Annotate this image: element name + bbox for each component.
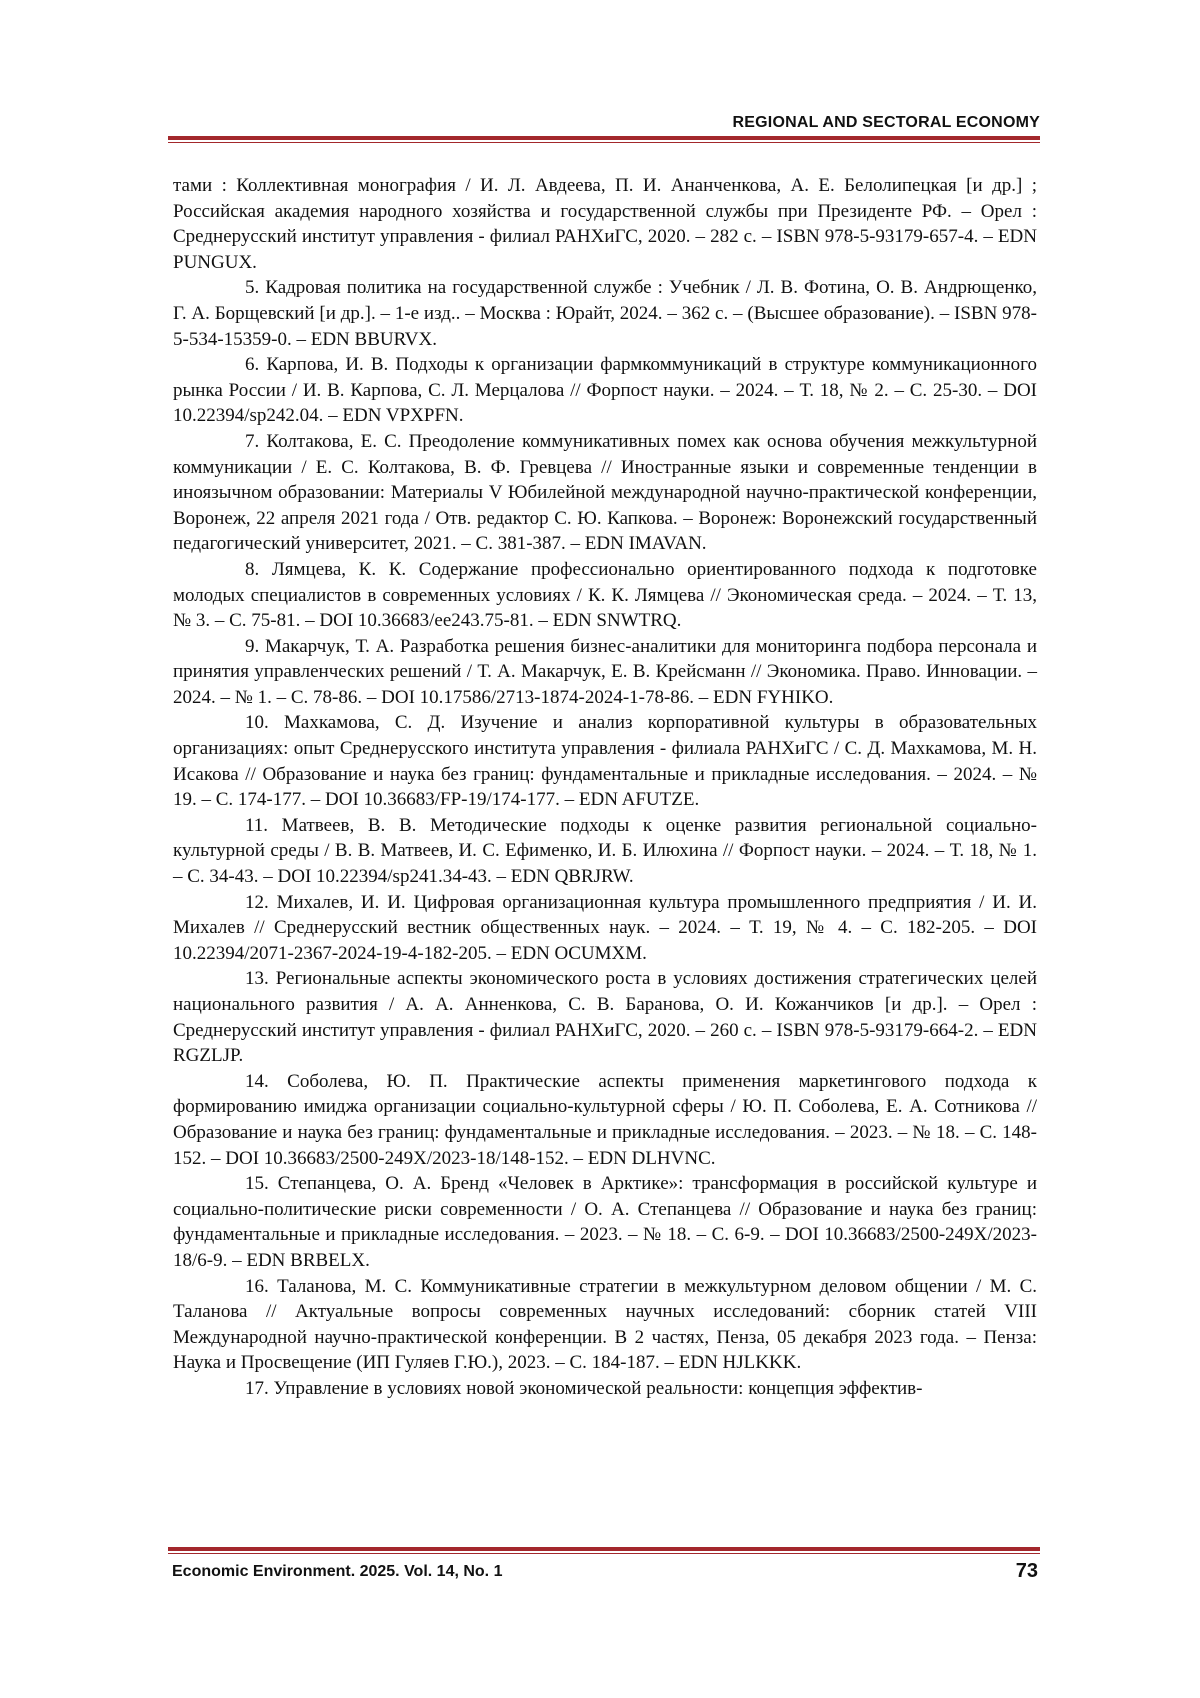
- header-rule: [168, 136, 1040, 143]
- reference-item: 5. Кадровая политика на государственной службе : Учебник / Л. В. Фотина, О. В. Андрющенко, Г. А. Борщевский [и др.]. – 1-е изд.. – Москва : Юрайт, 2024. – 362 с. – (Высшее образование). – ISBN 978-5-534-15359-0. – EDN BBURVX.: [173, 277, 1037, 350]
- reference-item: 8. Лямцева, К. К. Содержание профессионально ориентированного подхода к подготовке молодых специалистов в современных условиях / К. К. Лямцева // Экономическая среда. – 2024. – Т. 13, № 3. – С. 75-81. – DOI 10.36683/ee243.75-81. – EDN SNWTRQ.: [173, 558, 1037, 632]
- reference-item: 12. Михалев, И. И. Цифровая организационная культура промышленного предприятия / И. И. Михалев // Среднерусский вестник общественных наук. – 2024. – Т. 19, № 4. – С. 182-205. – DOI 10.22394/2071-2367-2024-19-4-182-205. – EDN OCUMXM.: [173, 891, 1037, 964]
- section-header: REGIONAL AND SECTORAL ECONOMY: [732, 114, 1040, 131]
- reference-item: 9. Макарчук, Т. А. Разработка решения бизнес-аналитики для мониторинга подбора персонала и принятия управленческих решений / Т. А. Макарчук, Е. В. Крейсманн // Экономика. Право. Инновации. – 2024. – № 1. – С. 78-86. – DOI 10.17586/2713-1874-2024-1-78-86. – EDN FYHIKO.: [173, 635, 1037, 708]
- footer-rule: [168, 1547, 1040, 1554]
- reference-item: 10. Махкамова, С. Д. Изучение и анализ корпоративной культуры в образовательных организациях: опыт Среднерусского института управления - филиала РАНХиГС / С. Д. Махкамова, М. Н. Исакова // Образование и наука без границ: фундаментальные и прикладные исследования. – 2024. – № 19. – С. 174-177. – DOI 10.36683/FP-19/174-177. – EDN AFUTZE.: [173, 712, 1037, 811]
- reference-item: 11. Матвеев, В. В. Методические подходы к оценке развития региональной социально-культурной среды / В. В. Матвеев, И. С. Ефименко, И. Б. Илюхина // Форпост науки. – 2024. – Т. 18, № 1. – С. 34-43. – DOI 10.22394/sp241.34-43. – EDN QBRJRW.: [173, 814, 1037, 888]
- reference-item: 13. Региональные аспекты экономического роста в условиях достижения стратегических целей национального развития / А. А. Анненкова, С. В. Баранова, О. И. Кожанчиков [и др.]. – Орел : Среднерусский институт управления - филиал РАНХиГС, 2020. – 260 с. – ISBN 978-5-93179-664-2. – EDN RGZLJP.: [173, 968, 1037, 1067]
- reference-item: 17. Управление в условиях новой экономической реальности: концепция эффектив-: [245, 1377, 923, 1399]
- reference-item: 7. Колтакова, Е. С. Преодоление коммуникативных помех как основа обучения межкультурной коммуникации / Е. С. Колтакова, В. Ф. Гревцева // Иностранные языки и современные тенденции в иноязычном образовании: Материалы V Юбилейной международной научно-практической конференции, Воронеж, 22 апреля 2021 года / Отв. редактор С. Ю. Капкова. – Воронеж: Воронежский государственный педагогический университет, 2021. – С. 381-387. – EDN IMAVAN.: [173, 430, 1037, 555]
- journal-citation: Economic Environment. 2025. Vol. 14, No. 1: [172, 1563, 503, 1580]
- reference-item: 14. Соболева, Ю. П. Практические аспекты применения маркетингового подхода к формированию имиджа организации социально-культурной сферы / Ю. П. Соболева, Е. А. Сотникова // Образование и наука без границ: фундаментальные и прикладные исследования. – 2023. – № 18. – С. 148-152. – DOI 10.36683/2500-249X/2023-18/148-152. – EDN DLHVNC.: [173, 1070, 1037, 1169]
- reference-list: [173, 173, 1037, 1402]
- reference-item: 6. Карпова, И. В. Подходы к организации фармкоммуникаций в структуре коммуникационного рынка России / И. В. Карпова, С. Л. Мерцалова // Форпост науки. – 2024. – Т. 18, № 2. – С. 25-30. – DOI 10.22394/sp242.04. – EDN VPXPFN.: [173, 354, 1037, 427]
- reference-item: 15. Степанцева, О. А. Бренд «Человек в Арктике»: трансформация в российской культуре и социально-политические риски современности / О. А. Степанцева // Образование и наука без границ: фундаментальные и прикладные исследования. – 2023. – № 18. – С. 6-9. – DOI 10.36683/2500-249X/2023-18/6-9. – EDN BRBELX.: [173, 1173, 1037, 1271]
- page-number: 73: [1015, 1560, 1038, 1582]
- reference-item: 16. Таланова, М. С. Коммуникативные стратегии в межкультурном деловом общении / М. С. Таланова // Актуальные вопросы современных научных исследований: сборник статей VIII Международной научно-практической конференции. В 2 частях, Пенза, 05 декабря 2023 года. – Пенза: Наука и Просвещение (ИП Гуляев Г.Ю.), 2023. – С. 184-187. – EDN HJLKKK.: [173, 1275, 1037, 1374]
- reference-item: тами : Коллективная монография / И. Л. Авдеева, П. И. Ананченкова, А. Е. Белолипецкая [и др.] ; Российская академия народного хозяйства и государственной службы при Президенте РФ. – Орел : Среднерусский институт управления - филиал РАНХиГС, 2020. – 282 с. – ISBN 978-5-93179-657-4. – EDN PUNGUX.: [173, 175, 1037, 273]
